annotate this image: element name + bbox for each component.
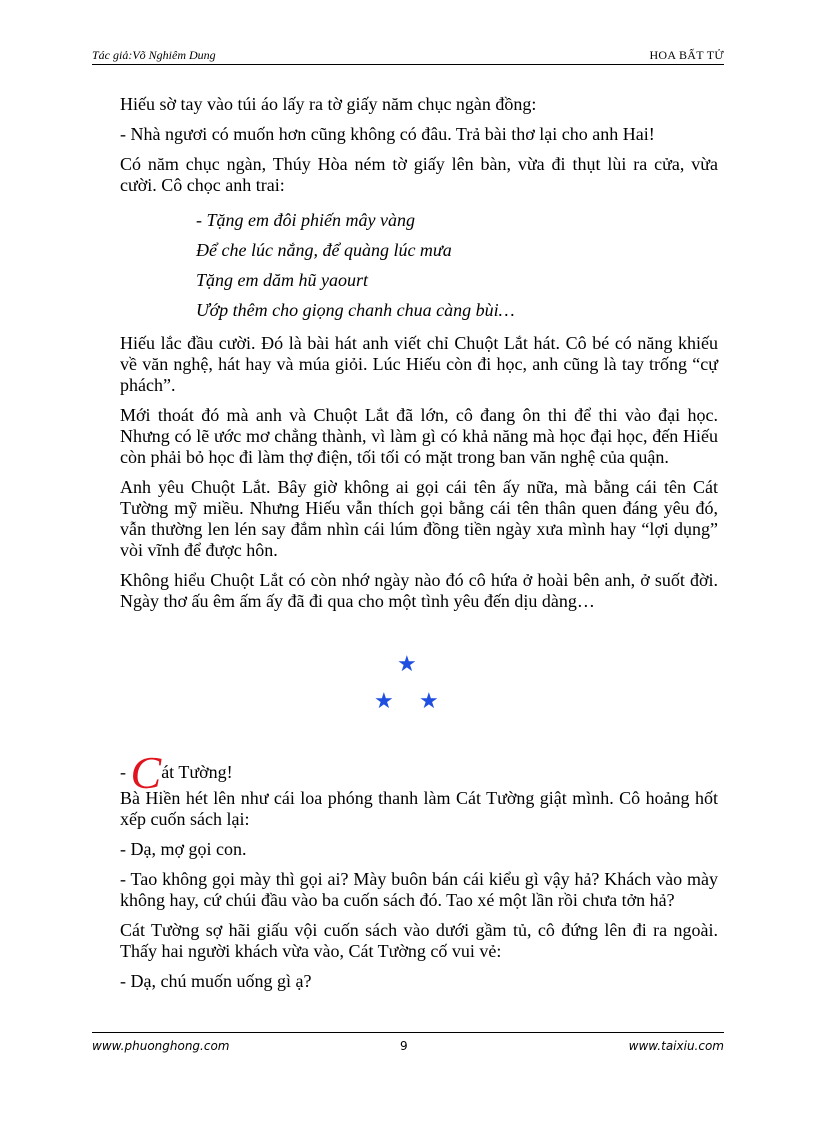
dropcap-letter: C — [130, 747, 162, 798]
footer-left-link[interactable]: www.phuonghong.com — [92, 1039, 230, 1053]
poem-line: Tặng em dăm hũ yaourt — [196, 270, 368, 290]
paragraph: Không hiểu Chuột Lắt có còn nhớ ngày nào đó cô hứa ở hoài bên anh, ở suốt đời. Ngày thơ ấu êm ấm ấy đã đi qua cho một tình yêu đến dịu dàng… — [120, 570, 718, 611]
paragraph: Bà Hiền hét lên như cái loa phóng thanh làm Cát Tường giật mình. Cô hoảng hốt xếp cuốn sách lại: — [120, 788, 718, 829]
paragraph: Hiếu sờ tay vào túi áo lấy ra tờ giấy năm chục ngàn đồng: — [120, 94, 537, 114]
star-icon: ★ — [374, 689, 394, 714]
paragraph: - Dạ, chú muốn uống gì ạ? — [120, 971, 312, 991]
star-icon: ★ — [397, 652, 417, 677]
dropcap-dash: - — [120, 762, 126, 782]
paragraph: Mới thoát đó mà anh và Chuột Lắt đã lớn, cô đang ôn thi để thi vào đại học. Nhưng có lẽ ước mơ chẳng thành, vì làm gì có khả năng mà học đại học, đến Hiếu còn phải bỏ học đi làm thợ điện, tối tối có mặt trong ban văn nghệ của quận. — [120, 405, 718, 467]
paragraph: - Tao không gọi mày thì gọi ai? Mày buôn bán cái kiểu gì vậy hả? Khách vào mày không hay, cứ chúi đầu vào ba cuốn sách đó. Tao xé một lần rồi chưa tởn hả? — [120, 869, 718, 910]
star-icon: ★ — [419, 689, 439, 714]
body-text-top — [120, 94, 718, 621]
header-author: Tác giả:Võ Nghiêm Dung — [92, 48, 216, 62]
page-footer — [92, 1032, 724, 1057]
header-book-title: HOA BẤT TỬ — [649, 48, 724, 62]
poem-line: - Tặng em đôi phiến mây vàng — [196, 210, 415, 230]
dropcap-rest: át Tường! — [161, 762, 233, 782]
page-number: 9 — [400, 1039, 408, 1053]
paragraph: Cát Tường sợ hãi giấu vội cuốn sách vào dưới gầm tủ, cô đứng lên đi ra ngoài. Thấy hai người khách vừa vào, Cát Tường cố vui vẻ: — [120, 920, 718, 961]
page-header — [92, 48, 724, 65]
poem-line: Để che lúc nắng, để quàng lúc mưa — [196, 240, 452, 260]
paragraph: Có năm chục ngàn, Thúy Hòa ném tờ giấy lên bàn, vừa đi thụt lùi ra cửa, vừa cười. Cô chọc anh trai: — [120, 154, 718, 195]
paragraph: Hiếu lắc đầu cười. Đó là bài hát anh viết chỉ Chuột Lắt hát. Cô bé có năng khiếu về văn nghệ, hát hay và múa giỏi. Lúc Hiếu còn đi học, anh cũng là tay trống “cự phách”. — [120, 333, 718, 395]
footer-right-link[interactable]: www.taixiu.com — [628, 1039, 724, 1053]
body-text-bottom — [120, 788, 718, 1001]
paragraph: - Dạ, mợ gọi con. — [120, 839, 247, 859]
poem-block — [196, 205, 718, 325]
dropcap-line — [120, 736, 233, 798]
paragraph: - Nhà ngươi có muốn hơn cũng không có đâu. Trả bài thơ lại cho anh Hai! — [120, 124, 655, 144]
paragraph: Anh yêu Chuột Lắt. Bây giờ không ai gọi cái tên ấy nữa, mà bằng cái tên Cát Tường mỹ miều. Nhưng Hiếu vẫn thích gọi bằng cái tên thân quen đáng yêu đó, vẫn thường len lén say đắm nhìn cái lúm đồng tiền ngày xưa mình hay “lợi dụng” vòi vĩnh để được hôn. — [120, 477, 718, 560]
poem-line: Ướp thêm cho giọng chanh chua càng bùi… — [196, 300, 515, 320]
